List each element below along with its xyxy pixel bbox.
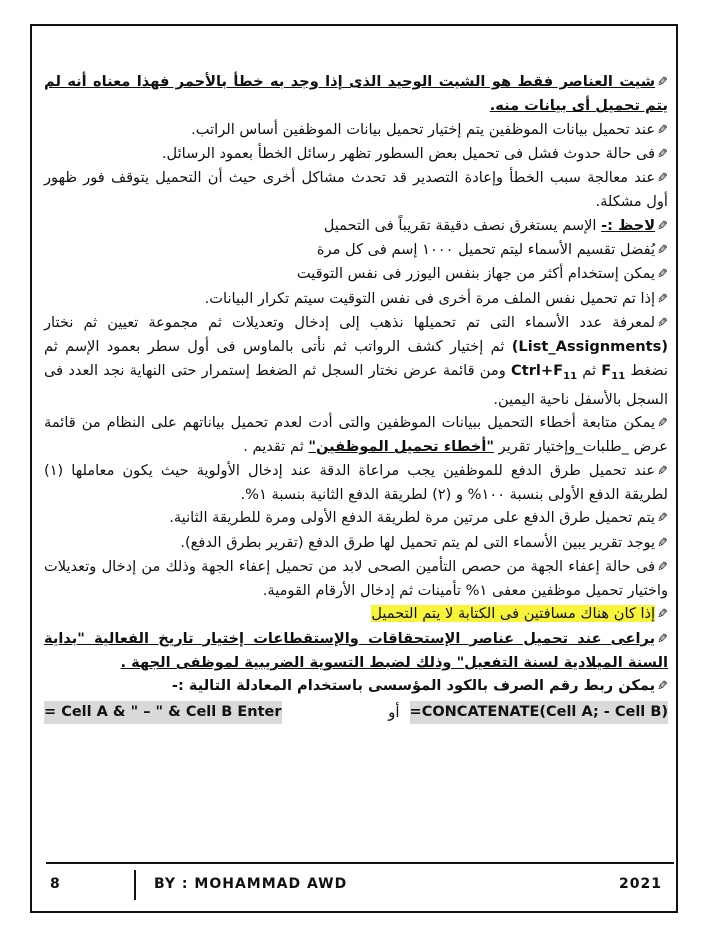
bullet-paragraph: [44, 311, 668, 411]
bullet-paragraph: [44, 214, 668, 238]
paragraph-text: ثم: [577, 361, 602, 379]
pencil-icon: ✎: [657, 416, 668, 432]
page-number: 8: [50, 876, 61, 892]
bullet-paragraph: [44, 142, 668, 166]
paragraph-text: لمعرفة عدد الأسماء التى تم تحميلها نذهب إلى إدخال وتعديلات ثم مجموعة تعيين ثم نختار: [44, 313, 656, 331]
bullet-paragraph: [44, 627, 668, 675]
pencil-icon: ✎: [657, 559, 668, 575]
pencil-icon: ✎: [657, 218, 668, 234]
formula-or: أو: [388, 702, 400, 721]
paragraph-text: يوجد تقرير يبين الأسماء التى لم يتم تحميل لها طرق الدفع (تقرير بطرق الدفع).: [180, 533, 656, 551]
pencil-icon: ✎: [657, 315, 668, 331]
bullet-paragraph: [44, 238, 668, 262]
paragraph-text: عند معالجة سبب الخطأ وإعادة التصدير قد تحدث مشاكل أخرى حيث أن التحميل يتوقف فور ظهور أول مشكلة.: [44, 169, 668, 211]
page-footer: [46, 876, 674, 898]
pencil-icon: ✎: [657, 146, 668, 162]
author-credit: BY : MOHAMMAD AWD: [154, 876, 348, 892]
bullet-paragraph: [44, 674, 668, 698]
bullet-paragraph: [44, 166, 668, 214]
bullet-paragraph: [44, 70, 668, 118]
pencil-icon: ✎: [657, 291, 668, 307]
paragraph-text: يمكن ربط رقم الصرف بالكود المؤسسى باستخدام المعادلة التالية :-: [171, 677, 656, 695]
paragraph-text: إذا تم تحميل نفس الملف مرة أخرى فى نفس التوقيت سيتم تكرار البيانات.: [204, 289, 656, 307]
pencil-icon: ✎: [657, 511, 668, 527]
pencil-icon: ✎: [657, 535, 668, 551]
bullet-paragraph: [44, 506, 668, 530]
pencil-icon: ✎: [657, 679, 668, 695]
bullet-paragraph: [44, 262, 668, 286]
pencil-icon: ✎: [657, 243, 668, 259]
paragraph-text: يمكن متابعة أخطاء التحميل ببيانات الموظفين والتى أدت لعدم تحميل بياناتهم على النظام من قائمة عرض _طلبات_وإختيار تقرير: [44, 414, 668, 456]
bullet-paragraph: [44, 555, 668, 603]
footer-divider: [46, 862, 674, 864]
paragraph-text: يتم تحميل طرق الدفع على مرتين مرة لطريقة الدفع الأولى ومرة للطريقة الثانية.: [169, 509, 656, 527]
paragraph-text: "أخطاء تحميل الموظفين": [308, 438, 494, 456]
bullet-paragraph: [44, 118, 668, 142]
pencil-icon: ✎: [657, 171, 668, 187]
paragraph-text: إذا كان هناك مسافتين فى الكتابة لا يتم التحميل: [371, 605, 656, 623]
paragraph-text: ثم إختيار كشف الرواتب ثم نأتى بالماوس فى أول سطر بعمود الإسم ثم نضغط: [44, 338, 668, 379]
bullet-paragraph: [44, 287, 668, 311]
formula-concatenate: =CONCATENATE(Cell A; - Cell B): [410, 701, 668, 724]
paragraph-text: عند تحميل طرق الدفع للموظفين يجب مراعاة الدقة عند إدخال الأولوية حيث يكون معاملها (١) لطريقة الدفع الأولى بنسبة ١٠٠% و (٢) لطريقة الدفع الثانية بنسبة ١%.: [44, 461, 668, 503]
paragraph-text: فى حالة حدوث فشل فى تحميل بعض السطور تظهر رسائل الخطأ بعمود الرسائل.: [161, 144, 656, 162]
bullet-paragraph: [44, 531, 668, 555]
pencil-icon: ✎: [657, 122, 668, 138]
formula-ampersand: = Cell A & " – " & Cell B Enter: [44, 701, 282, 724]
paragraph-text: (List_Assignments): [511, 338, 668, 356]
formula-right-group: [378, 701, 668, 724]
paragraph-text: الإسم يستغرق نصف دقيقة تقريباً فى التحميل: [323, 216, 602, 234]
paragraph-text: ومن قائمة عرض نختار السجل ثم الضغط إستمرار حتى النهاية نجد العدد فى السجل بالأسفل ناحية اليمين.: [44, 361, 668, 408]
pencil-icon: ✎: [657, 75, 668, 90]
pencil-icon: ✎: [657, 463, 668, 479]
paragraph-text: شيت العناصر فقط هو الشيت الوحيد الذى إذا وجد به خطأ بالأحمر فهذا معناه أنه لم يتم تحميل أى بيانات منه.: [44, 73, 668, 115]
paragraph-text: عند تحميل بيانات الموظفين يتم إختيار تحميل بيانات الموظفين أساس الراتب.: [191, 120, 656, 138]
document-body: [44, 70, 668, 724]
pencil-icon: ✎: [657, 631, 668, 647]
paragraph-text: لاحظ :-: [601, 216, 656, 234]
pencil-icon: ✎: [657, 267, 668, 283]
pencil-icon: ✎: [657, 607, 668, 623]
paragraph-text: $F_{11}$: [601, 361, 626, 382]
formula-row: [44, 701, 668, 724]
paragraph-text: يمكن إستخدام أكثر من جهاز بنفس اليوزر فى نفس التوقيت: [296, 265, 656, 283]
paragraph-text: يراعى عند تحميل عناصر الإستحقاقات والإستقطاعات إختيار تاريخ الفعالية "بداية السنة الميلادية لسنة التفعيل" وذلك لضبط التسوية الضريبية لموظفى الجهة .: [44, 629, 668, 672]
bullet-paragraph: [44, 602, 668, 626]
paragraph-text: فى حالة إعفاء الجهة من حصص التأمين الصحى لابد من تحميل إعفاء الجهة وذلك من إدخال وتعديلات واختيار تحميل موظفين معفى ١% تأمينات ثم إدخال الأرقام القومية.: [44, 557, 668, 600]
footer-year: 2021: [619, 876, 662, 892]
bullet-paragraph: [44, 411, 668, 459]
paragraph-text: $Ctrl+F_{11}$: [511, 361, 578, 382]
bullet-paragraph: [44, 459, 668, 507]
paragraph-text: ثم تقديم .: [243, 438, 309, 456]
paragraph-text: يُفضل تقسيم الأسماء ليتم تحميل ١٠٠٠ إسم فى كل مرة: [316, 241, 656, 259]
footer-separator: [134, 870, 136, 900]
